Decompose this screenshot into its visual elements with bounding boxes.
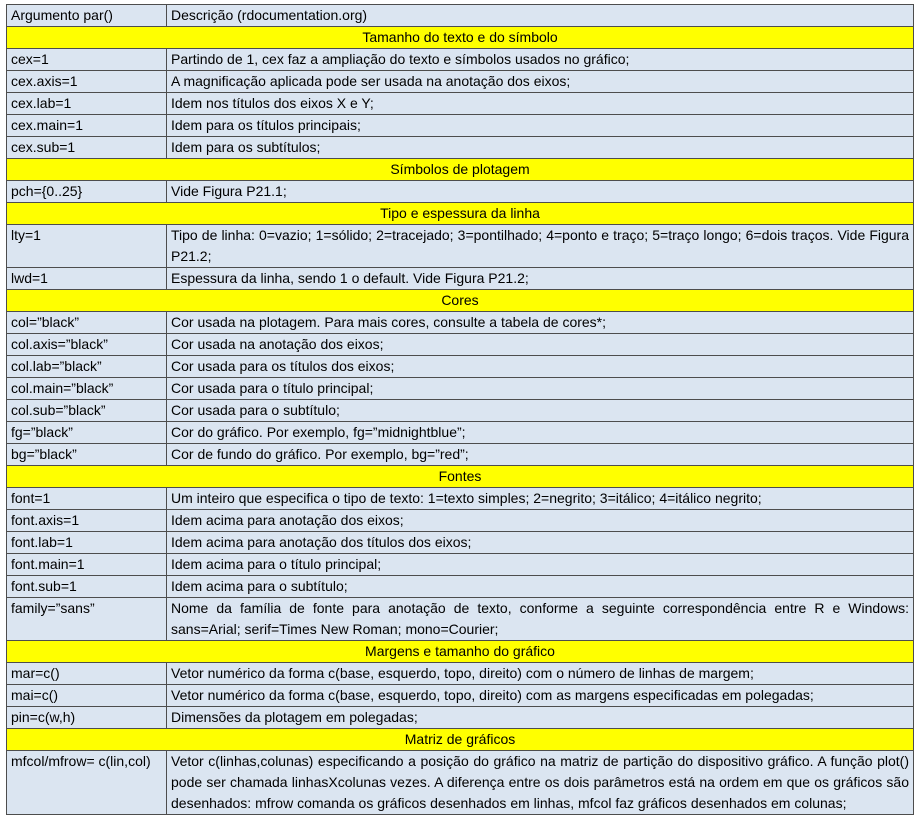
argument-cell: font.lab=1 [7,532,167,554]
table-row [7,510,914,532]
argument-cell: col.sub=”black” [7,400,167,422]
parameters-table [6,4,914,815]
description-cell: Cor usada para o título principal; [167,378,914,400]
argument-cell: font.sub=1 [7,576,167,598]
argument-cell: pin=c(w,h) [7,707,167,729]
table-row [7,488,914,510]
argument-cell: fg=”black” [7,422,167,444]
table-row [7,71,914,93]
section-header-row [7,641,914,663]
argument-cell: family=”sans” [7,598,167,641]
description-cell: Cor usada na plotagem. Para mais cores, consulte a tabela de cores*; [167,312,914,334]
description-cell: Nome da família de fonte para anotação de texto, conforme a seguinte correspondência entre R e Windows: sans=Arial; serif=Times New Roman; mono=Courier; [167,598,914,641]
section-title: Tipo e espessura da linha [7,203,914,225]
description-cell: Idem para os subtítulos; [167,137,914,159]
argument-cell: col.main=”black” [7,378,167,400]
argument-cell: cex=1 [7,49,167,71]
section-header-row [7,27,914,49]
table-row [7,532,914,554]
section-header-row [7,290,914,312]
table-row [7,356,914,378]
table-row [7,312,914,334]
argument-cell: font.main=1 [7,554,167,576]
argument-cell: pch={0..25} [7,181,167,203]
description-cell: Idem para os títulos principais; [167,115,914,137]
description-cell: Vetor numérico da forma c(base, esquerdo, topo, direito) com o número de linhas de margem; [167,663,914,685]
table-row [7,49,914,71]
description-cell: Vetor numérico da forma c(base, esquerdo, topo, direito) com as margens especificadas em polegadas; [167,685,914,707]
description-cell: Cor usada na anotação dos eixos; [167,334,914,356]
argument-cell: lty=1 [7,225,167,268]
description-cell: Tipo de linha: 0=vazio; 1=sólido; 2=tracejado; 3=pontilhado; 4=ponto e traço; 5=traço longo; 6=dois traços. Vide Figura P21.2; [167,225,914,268]
section-title: Cores [7,290,914,312]
description-cell: Idem acima para o título principal; [167,554,914,576]
argument-cell: mai=c() [7,685,167,707]
description-cell: Vetor c(linhas,colunas) especificando a posição do gráfico na matriz de partição do dispositivo gráfico. A função plot() pode ser chamada linhasXcolunas vezes. A diferença entre os dois parâmetros está na ordem em que os gráficos são desenhados: mfrow comanda os gráficos desenhados em linhas, mfcol faz gráficos desenhados em colunas; [167,751,914,815]
table-row [7,554,914,576]
argument-cell: col=”black” [7,312,167,334]
table-row [7,378,914,400]
description-cell: Idem acima para anotação dos títulos dos eixos; [167,532,914,554]
section-title: Fontes [7,466,914,488]
argument-cell: font=1 [7,488,167,510]
description-cell: Partindo de 1, cex faz a ampliação do texto e símbolos usados no gráfico; [167,49,914,71]
table-row [7,707,914,729]
table-row [7,181,914,203]
argument-cell: cex.sub=1 [7,137,167,159]
description-cell: Idem acima para o subtítulo; [167,576,914,598]
table-row [7,576,914,598]
section-header-row [7,203,914,225]
table-row [7,225,914,268]
section-title: Matriz de gráficos [7,729,914,751]
description-cell: Cor de fundo do gráfico. Por exemplo, bg=”red”; [167,444,914,466]
table-row [7,93,914,115]
description-cell: Idem acima para anotação dos eixos; [167,510,914,532]
description-cell: Vide Figura P21.1; [167,181,914,203]
table-row [7,400,914,422]
column-header-argument: Argumento par() [7,5,167,27]
argument-cell: cex.axis=1 [7,71,167,93]
section-header-row [7,466,914,488]
argument-cell: col.axis=”black” [7,334,167,356]
argument-cell: lwd=1 [7,268,167,290]
description-cell: Idem nos títulos dos eixos X e Y; [167,93,914,115]
column-header-description: Descrição (rdocumentation.org) [167,5,914,27]
table-row [7,422,914,444]
table-row [7,334,914,356]
argument-cell: font.axis=1 [7,510,167,532]
table-row [7,751,914,815]
table-row [7,663,914,685]
description-cell: Cor usada para o subtítulo; [167,400,914,422]
table-row [7,685,914,707]
section-title: Símbolos de plotagem [7,159,914,181]
table-header-row [7,5,914,27]
section-header-row [7,159,914,181]
description-cell: Cor do gráfico. Por exemplo, fg=”midnightblue”; [167,422,914,444]
description-cell: Dimensões da plotagem em polegadas; [167,707,914,729]
section-header-row [7,729,914,751]
argument-cell: mfcol/mfrow= c(lin,col) [7,751,167,815]
section-title: Tamanho do texto e do símbolo [7,27,914,49]
argument-cell: bg=”black” [7,444,167,466]
argument-cell: mar=c() [7,663,167,685]
table-row [7,115,914,137]
description-cell: Um inteiro que especifica o tipo de texto: 1=texto simples; 2=negrito; 3=itálico; 4=itálico negrito; [167,488,914,510]
table-row [7,268,914,290]
argument-cell: cex.lab=1 [7,93,167,115]
table-row [7,444,914,466]
table-body [7,27,914,815]
argument-cell: col.lab=”black” [7,356,167,378]
section-title: Margens e tamanho do gráfico [7,641,914,663]
description-cell: A magnificação aplicada pode ser usada na anotação dos eixos; [167,71,914,93]
table-row [7,598,914,641]
description-cell: Espessura da linha, sendo 1 o default. Vide Figura P21.2; [167,268,914,290]
description-cell: Cor usada para os títulos dos eixos; [167,356,914,378]
argument-cell: cex.main=1 [7,115,167,137]
table-row [7,137,914,159]
